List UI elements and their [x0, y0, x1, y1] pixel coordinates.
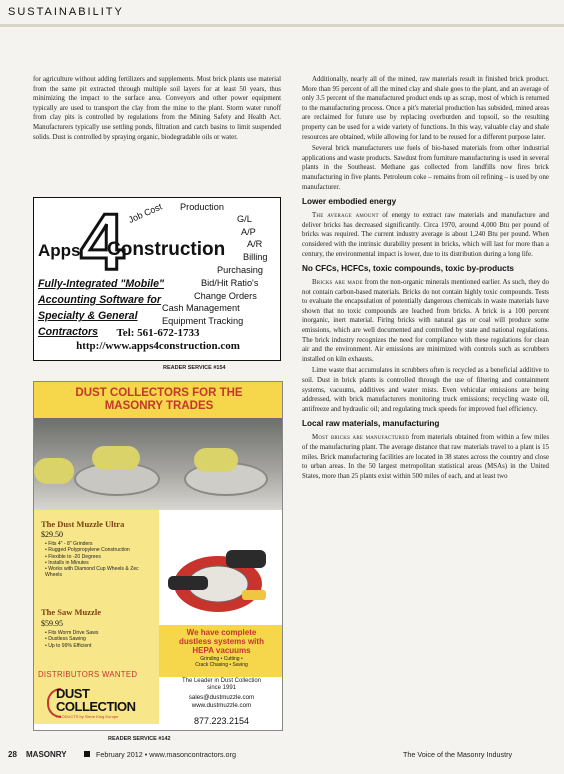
ad-feature: Cash Management [162, 303, 240, 313]
circular-saw-image [162, 538, 274, 618]
ad-feature: Production [180, 202, 224, 212]
grinder-photo [34, 418, 283, 510]
body-paragraph: The average amount of energy to extract raw materials and manufacture and deliver bricks has decreased significantly. Circa 1970, around 4,000 Btu per pound of bricks was required. The current industry average is about 1,240 Btu per pound. When considered with the intrinsic durability present in bricks, which will last for more than a century, the environmental impact is lower, due to its distribution during a long life. [302, 212, 549, 258]
ad-feature: A/R [247, 239, 263, 249]
dust-collection-logo-sub: PRODUCTS by Steve King Europe [56, 714, 119, 719]
footer-issue: February 2012 • www.masoncontractors.org [96, 750, 236, 759]
apps4construction-ad[interactable] [33, 197, 281, 361]
body-paragraph: Most bricks are manufactured from materials obtained from within a few miles of the manufacturing plant. The average distance that raw materials travel to a plant is 15 miles. Brick manufacturing facilities are located in 38 states across the country and close to urban areas. In the 50 largest metropolitan statistical areas (MSAs) in the United States, more than 25 plants exist within 500 miles of each, and at least two [302, 434, 550, 480]
ad-feature: Bid/Hit Ratio's [201, 278, 259, 288]
dust-collectors-ad[interactable] [33, 381, 283, 731]
section-heading: Local raw materials, manufacturing [302, 419, 440, 429]
body-paragraph: Additionally, nearly all of the mined, raw materials result in finished brick product. More than 95 percent of all the mined clay and shale goes to the plant, and an average of only 3.5 percent of the manufactured product ends up as scrap, most of which is returned to the manufacturing process. Once a pit's material production has subsided, mined areas are reclaimed for future use by replacing overburden and topsoil, so the resulting property can be used for a wide variety of functions. In this way, valuable clay and shale resources are obtained, while allowing for land to be reused for a different purpose later. [302, 76, 549, 141]
footer-page-number: 28 [8, 750, 17, 759]
body-paragraph: Lime waste that accumulates in scrubbers often is recycled as a beneficial additive to soil. Dust in brick plants is controlled through the use of filtering and containment systems, vacuums, additives and water mists. Even vehicular emissions are being addressed, with brick manufacturers monitoring truck emissions; recycling waste oil, antifreeze and hydraulic oil; and regulating truck speeds for improved fuel efficiency. [302, 367, 549, 413]
ad-feature: Billing [243, 252, 268, 262]
dust-collection-logo: COLLECTION [56, 699, 136, 714]
product-ultra-name: The Dust Muzzle Ultra [41, 519, 125, 529]
footer-square-icon [84, 751, 90, 757]
glove-image [34, 458, 74, 484]
ad-feature: Equipment Tracking [162, 316, 244, 326]
section-header: SUSTAINABILITY [8, 6, 124, 18]
ad-feature: Change Orders [194, 291, 257, 301]
ad-logo-construction: Construction [107, 239, 226, 260]
ad-phone[interactable]: Tel: 561-672-1733 [116, 327, 200, 339]
ad-website-link[interactable]: http://www.apps4construction.com [76, 340, 240, 352]
header-rule [0, 24, 564, 27]
ad-contact[interactable] [159, 694, 283, 710]
section-heading: Lower embodied energy [302, 197, 397, 207]
dust-collection-logo: DUST [56, 686, 90, 701]
product-saw-name: The Saw Muzzle [41, 607, 101, 617]
ad-logo-four: 4 [80, 197, 125, 286]
glove-image [194, 448, 238, 472]
footer-magazine: MASONRY [26, 750, 67, 759]
section-heading: No CFCs, HCFCs, toxic compounds, toxic by-products [302, 264, 514, 274]
ad-feature: G/L [237, 214, 252, 224]
reader-service-154: READER SERVICE #154 [163, 365, 226, 371]
distributors-wanted: DISTRIBUTORS WANTED [38, 670, 138, 679]
ad-feature: Purchasing [217, 265, 263, 275]
left-paragraph: for agriculture without adding fertilizers and supplements. Most brick plants use material from the same pit extracted through multiple soil layers for at least 50 years, thus minimizing the impact to the surface area. Conveyors and other power equipment typically are used to transport the clay from the mine to the plant. Storm water runoff from clay pits is controlled by regulations from the Mining Safety and Health Act. Manufacturers typically use settling ponds, filtration and catch basins to limit suspended solids. Dust is controlled by spraying organic, biodegradable oils or water. [33, 76, 281, 141]
ad-feature: A/P [241, 227, 256, 237]
ad-phone[interactable]: 877.223.2154 [193, 716, 250, 726]
reader-service-142: READER SERVICE #142 [108, 736, 171, 742]
hepa-callout: We have complete dustless systems with HEPA vacuums Grinding • Cutting • Crack Chasing • Saving [159, 625, 283, 677]
footer-tagline: The Voice of the Masonry Industry [403, 750, 513, 759]
product-ultra-price: $29.50 [41, 530, 63, 539]
ad-job-cost: Job Cost [126, 201, 164, 225]
product-saw-price: $59.95 [41, 619, 63, 628]
left-column [33, 75, 281, 144]
ad-web-link[interactable]: www.dustmuzzle.com [191, 702, 252, 709]
right-column [302, 75, 549, 483]
ad-email-link[interactable]: sales@dustmuzzle.com [188, 694, 255, 701]
product-saw-features: • Fits Worm Drive Saws • Dustless Sawing • Up to 99% Efficient [45, 630, 155, 649]
body-paragraph: Bricks are made from the non-organic minerals mentioned earlier. As such, they do not contain carbon-based materials. Bricks do not contain highly toxic compounds. Tests to evaluate the encapsulation of potentially dangerous chemicals in waste materials have shown that no toxic compounds are leached from bricks. A brick is a 100 percent inorganic, inert material. Firing bricks with natural gas or coal will produce some emissions, which are well documented and controlled by state and national regulations. The brick industry recognizes the need for compliance with these regulations for clean air and the environment. Air emissions are minimized with controls such as scrubbers installed on kiln exhausts. [302, 279, 549, 363]
ad-logo-apps: Apps [38, 241, 81, 260]
product-ultra-features: • Fits 4" - 8" Grinders • Rugged Polypropylene Construction • Flexible to -20 Degrees • Installs in Minutes • Works with Diamond Cup Wheels & Zec Wheels [45, 541, 155, 579]
body-paragraph: Several brick manufacturers use fuels of bio-based materials from other industrial applications and waste products. Sawdust from furniture manufacturing is used in several plants in the Southeast. Methane gas collected from landfills now fires brick manufacturing in five plants. Petroleum coke – remains from oil refining – is used by one manufacturer. [302, 145, 549, 191]
ad-tagline: Fully-Integrated "Mobile" Accounting Software for Specialty & General Contractors [38, 278, 164, 338]
ad-leader-text: The Leader in Dust Collection since 1991 [181, 678, 262, 691]
glove-image [92, 446, 140, 470]
ad-banner: DUST COLLECTORS FOR THE MASONRY TRADES [34, 382, 283, 418]
